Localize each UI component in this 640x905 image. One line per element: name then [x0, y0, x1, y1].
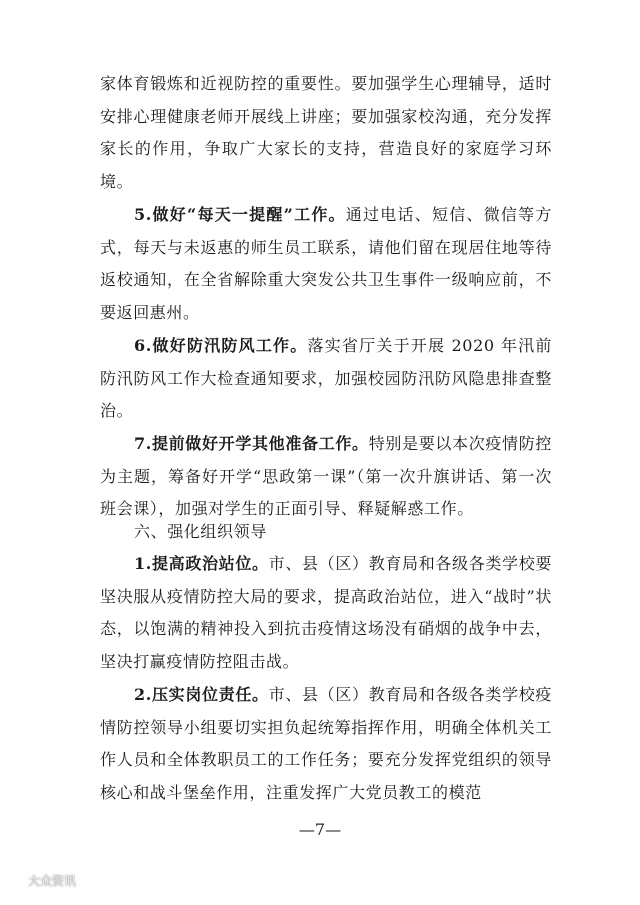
- item-title: 2.压实岗位责任。: [134, 685, 269, 704]
- item-body: 特别是要以本次疫情防控为主题，筹备好开学“思政第一课”（第一次升旗讲话、第一次班会课），加强对学生的正面引导、释疑解惑工作。: [100, 434, 552, 519]
- watermark-text: 大众资讯: [28, 874, 77, 888]
- paragraph-sub-2: [100, 679, 552, 810]
- item-title: 1.提高政治站位。: [134, 554, 269, 573]
- item-body: 落实省厅关于开展 2020 年汛前防汛防风工作大检查通知要求，加强校园防汛防风隐患排查整治。: [100, 336, 552, 421]
- weibo-logo-icon: [6, 874, 24, 888]
- paragraph-item-7: [100, 428, 552, 526]
- paragraph-text: 家体育锻炼和近视防控的重要性。要加强学生心理辅导，适时安排心理健康老师开展线上讲座；要加强家校沟通，充分发挥家长的作用，争取广大家长的支持，营造良好的家庭学习环境。: [100, 74, 552, 192]
- paragraph-continuation: [100, 68, 552, 199]
- page-number: —7—: [298, 820, 342, 839]
- paragraph-sub-1: [100, 548, 552, 679]
- item-body: 市、县（区）教育局和各级各类学校疫情防控领导小组要切实担负起统筹指挥作用，明确全体机关工作人员和全体教职员工的工作任务；要充分发挥党组织的领导核心和战斗堡垒作用，注重发挥广大党员教工的模范: [100, 685, 552, 803]
- heading-text: 六、强化组织领导: [134, 522, 267, 541]
- section-heading: [100, 516, 552, 549]
- paragraph-item-6: [100, 330, 552, 428]
- item-body: 市、县（区）教育局和各级各类学校要坚决服从疫情防控大局的要求，提高政治站位，进入“战时”状态，以饱满的精神投入到抗击疫情这场没有硝烟的战争中去，坚决打赢疫情防控阻击战。: [100, 554, 552, 672]
- item-title: 7.提前做好开学其他准备工作。: [134, 434, 369, 453]
- watermark: [6, 872, 76, 889]
- item-title: 6.做好防汛防风工作。: [134, 336, 308, 355]
- item-title: 5.做好“每天一提醒”工作。: [134, 205, 346, 224]
- paragraph-item-5: [100, 199, 552, 330]
- item-body: 通过电话、短信、微信等方式，每天与未返惠的师生员工联系，请他们留在现居住地等待返校通知，在全省解除重大突发公共卫生事件一级响应前，不要返回惠州。: [100, 205, 553, 323]
